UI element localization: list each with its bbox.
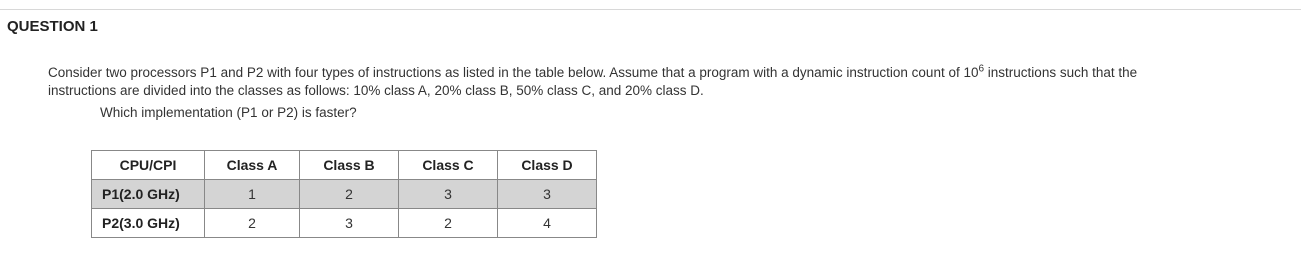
table-cell: 2 [205, 209, 300, 238]
top-divider [0, 9, 1301, 10]
table-cell: 3 [300, 209, 399, 238]
table-row [92, 180, 597, 209]
table-cell: 4 [498, 209, 597, 238]
header-cell: Class D [498, 151, 597, 180]
row-label: P2(3.0 GHz) [92, 209, 205, 238]
table-cell: 2 [399, 209, 498, 238]
exponent: 6 [978, 63, 985, 75]
header-cell: Class A [205, 151, 300, 180]
table-cell: 3 [498, 180, 597, 209]
question-title: QUESTION 1 [7, 18, 98, 35]
prompt-text-after-exponent: instructions such that the [984, 65, 1138, 80]
header-cell: CPU/CPI [92, 151, 205, 180]
prompt-line-2: instructions are divided into the classes as follows: 10% class A, 20% class B, 50% class C, and 20% class D. [48, 83, 704, 98]
row-label: P1(2.0 GHz) [92, 180, 205, 209]
cpi-table [91, 150, 597, 238]
table-cell: 2 [300, 180, 399, 209]
header-cell: Class C [399, 151, 498, 180]
prompt-line-1 [48, 64, 1301, 82]
prompt-text-before-exponent: Consider two processors P1 and P2 with four types of instructions as listed in the table below. Assume that a program with a dynamic instruction count of 10 [48, 65, 979, 80]
question-ask: Which implementation (P1 or P2) is faster? [100, 105, 357, 120]
table-header-row [92, 151, 597, 180]
table-row [92, 209, 597, 238]
header-cell: Class B [300, 151, 399, 180]
table-cell: 1 [205, 180, 300, 209]
table-cell: 3 [399, 180, 498, 209]
question-prompt [48, 64, 1301, 100]
